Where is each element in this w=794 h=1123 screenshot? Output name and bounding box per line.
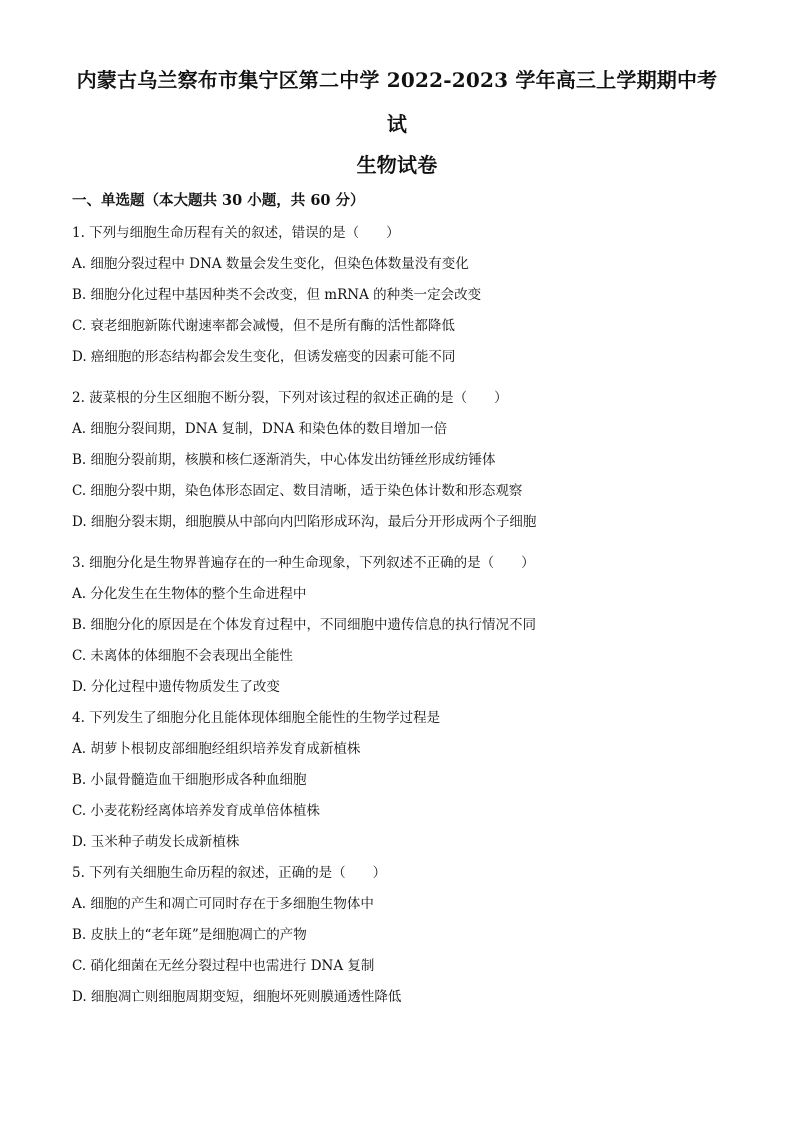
question-1 bbox=[72, 222, 732, 377]
option-b: B. 细胞分化的原因是在个体发育过程中，不同细胞中遗传信息的执行情况不同 bbox=[72, 617, 537, 633]
question-4 bbox=[72, 707, 732, 862]
option-c: C. 细胞分裂中期，染色体形态固定、数目清晰，适于染色体计数和形态观察 bbox=[72, 483, 523, 499]
question-5 bbox=[72, 862, 732, 1017]
question-2 bbox=[72, 387, 732, 542]
question-stem: 4. 下列发生了细胞分化且能体现体细胞全能性的生物学过程是 bbox=[72, 710, 441, 726]
exam-title-line1: 内蒙古乌兰察布市集宁区第二中学 2022-2023 学年高三上学期期中考 bbox=[76, 68, 718, 92]
exam-title-line2: 试 bbox=[386, 112, 408, 136]
option-a: A. 胡萝卜根韧皮部细胞经组织培养发育成新植株 bbox=[72, 741, 361, 757]
question-stem: 5. 下列有关细胞生命历程的叙述，正确的是（ ） bbox=[72, 865, 387, 881]
option-c: C. 硝化细菌在无丝分裂过程中也需进行 DNA 复制 bbox=[72, 958, 375, 974]
option-d: D. 分化过程中遗传物质发生了改变 bbox=[72, 679, 280, 695]
option-a: A. 细胞分裂间期，DNA 复制，DNA 和染色体的数目增加一倍 bbox=[72, 421, 448, 437]
option-b: B. 小鼠骨髓造血干细胞形成各种血细胞 bbox=[72, 772, 307, 788]
section-heading: 一、单选题（本大题共 30 小题，共 60 分） bbox=[72, 192, 365, 209]
question-stem: 1. 下列与细胞生命历程有关的叙述，错误的是（ ） bbox=[72, 225, 400, 241]
question-stem: 2. 菠菜根的分生区细胞不断分裂，下列对该过程的叙述正确的是（ ） bbox=[72, 390, 508, 406]
exam-subtitle: 生物试卷 bbox=[356, 153, 438, 177]
question-list bbox=[72, 222, 732, 1017]
option-d: D. 癌细胞的形态结构都会发生变化，但诱发癌变的因素可能不同 bbox=[72, 349, 456, 365]
option-a: A. 细胞的产生和凋亡可同时存在于多细胞生物体中 bbox=[72, 896, 374, 912]
option-a: A. 细胞分裂过程中 DNA 数量会发生变化，但染色体数量没有变化 bbox=[72, 256, 469, 272]
question-stem: 3. 细胞分化是生物界普遍存在的一种生命现象，下列叙述不正确的是（ ） bbox=[72, 555, 535, 571]
option-d: D. 细胞分裂末期，细胞膜从中部向内凹陷形成环沟，最后分开形成两个子细胞 bbox=[72, 514, 537, 530]
option-d: D. 玉米种子萌发长成新植株 bbox=[72, 834, 240, 850]
question-3 bbox=[72, 552, 732, 707]
option-b: B. 细胞分化过程中基因种类不会改变，但 mRNA 的种类一定会改变 bbox=[72, 287, 482, 303]
option-d: D. 细胞凋亡则细胞周期变短，细胞坏死则膜通透性降低 bbox=[72, 989, 402, 1005]
option-c: C. 小麦花粉经离体培养发育成单倍体植株 bbox=[72, 803, 320, 819]
option-c: C. 衰老细胞新陈代谢速率都会减慢，但不是所有酶的活性都降低 bbox=[72, 318, 455, 334]
option-c: C. 未离体的体细胞不会表现出全能性 bbox=[72, 648, 293, 664]
option-b: B. 皮肤上的“老年斑”是细胞凋亡的产物 bbox=[72, 927, 307, 943]
option-b: B. 细胞分裂前期，核膜和核仁逐渐消失，中心体发出纺锤丝形成纺锤体 bbox=[72, 452, 496, 468]
option-a: A. 分化发生在生物体的整个生命进程中 bbox=[72, 586, 307, 602]
